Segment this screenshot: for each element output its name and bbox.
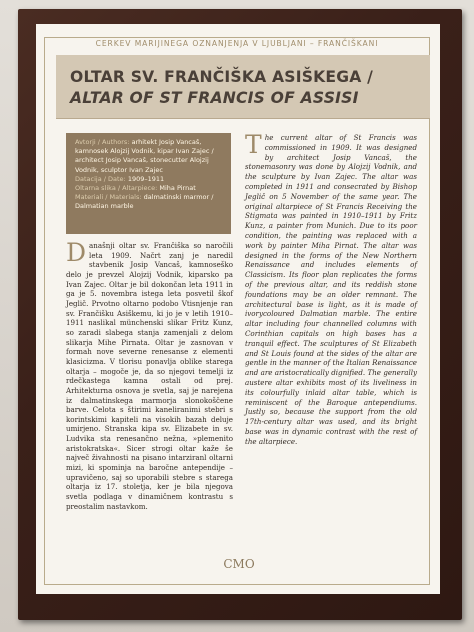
english-paragraph (245, 130, 417, 447)
title-slovene: OLTAR SV. FRANČIŠKA ASIŠKEGA / (70, 68, 374, 86)
title-band (56, 55, 430, 119)
altarpiece-value: Miha Pirnat (159, 184, 196, 193)
english-dropcap: T (245, 130, 262, 159)
slovene-paragraph (66, 238, 233, 511)
english-body: he current altar of St Francis was commissioned in 1909. It was designed by architect Josip Vancaš, the stonemasonry was done by Alojzij Vodnik, and the sculpture by Ivan Zajec. The altar was completed in 1911 and consecrated by Bishop Jeglič on 5 November of the same year. The original altarpiece of St Francis Receiving the Stigmata was painted in 1910–1911 by Fritz Kunz, a painter from Munich. Due to its poor condition, the painting was replaced with a work by painter Miha Pirnat. The altar was designed in the forms of the New Northern Renaissance and includes elements of Classicism. Its floor plan replicates the forms of the previous altar, and its reddish stone foundations may be an older remnant. The architectural base is light, as it is made of ivorycoloured Dalmatian marble. The entire altar including four channelled columns with Corinthian capitals on high bases has a tranquil effect. The sculptures of St Elizabeth and St Louis found at the sides of the altar are gentle in the manner of the Italian Renaissance and are aristocratically dignified. The generally austere altar exhibits most of its liveliness in its colourfully inlaid altar table, which is reminiscent of the Baroque antependiums. Justly so, because the support from the old 17th-century altar was used, and its bright base was in dynamic contrast with the rest of the altarpiece. (245, 133, 417, 446)
svg-text:CMO: CMO (224, 557, 254, 571)
slovene-body: anašnji oltar sv. Frančiška so naročili leta 1909. Načrt zanj je naredil stavbenik Josip Vancaš, kamnoseško delo je prevzel Alojzij Vodnik, kiparsko pa Ivan Zajec. Oltar je bil dokončan leta 1911 in ga je 5. novembra istega leta posvetil škof Jeglič. Prvotno oltarno podobo Vtisnjenje ran sv. Frančišku Asiškemu, ki jo je v letih 1910–1911 naslikal münchenski slikar Fritz Kunz, so zaradi slabega stanja zamenjali z delom slikarja Mihe Pirnata. Oltar je zasnovan v formah nove severne renesanse z elementi klasicizma. V tlorisu ponavlja oblike starega oltarja – mogoče je, da so njegovi temelji iz rdečkastega kamna ostali od prej. Arhitekturna osnova je svetla, saj je narejena iz dalmatinskega marmorja slonokoščene barve. Celota s štirimi kaneliranimi stebri s korintskimi kapiteli na visokih bazah deluje umirjeno. Stranska kipa sv. Elizabete in sv. Ludvika sta renesančno nežna, »plemenito aristokratska«. Sicer strogi oltar kaže še največ živahnosti na pisano intarziranl oltarni mizi, ki spominja na baročne antependije – upravičeno, saj so uporabili stebre s starega oltarja iz 17. stoletja, ker je bila njegova svetla podlaga v dinamičnem kontrastu s preostalim nastavkom. (66, 241, 233, 511)
materials-value: dalmatinski marmor / Dalmatian marble (75, 193, 214, 211)
church-caption: CERKEV MARIJINEGA OZNANJENJA V LJUBLJANI – FRANČIŠKANI (95, 39, 379, 48)
date-label: Datacija / Date: (75, 174, 126, 183)
credits-box (66, 133, 231, 234)
authors-row (75, 138, 224, 175)
authors-label: Avtorji / Authors: (75, 138, 130, 146)
authors-value: arhitekt Josip Vancaš, kamnosek Alojzij Vodnik, kipar Ivan Zajec / architect Josip Vancaš, stonecutter Alojzij Vodnik, sculptor Ivan Zajec (75, 138, 214, 174)
altarpiece-label: Oltarna slika / Altarpiece: (75, 184, 158, 193)
slovene-dropcap: D (66, 238, 87, 267)
materials-row (75, 193, 224, 211)
title-english: ALTAR OF ST FRANCIS OF ASSISI (70, 89, 359, 107)
monogram-logo (224, 554, 254, 572)
monogram-icon (224, 554, 254, 572)
date-value: 1909–1911 (127, 174, 165, 183)
altarpiece-row (75, 184, 224, 193)
date-row (75, 175, 224, 184)
materials-label: Materiali / Materials: (75, 193, 142, 202)
